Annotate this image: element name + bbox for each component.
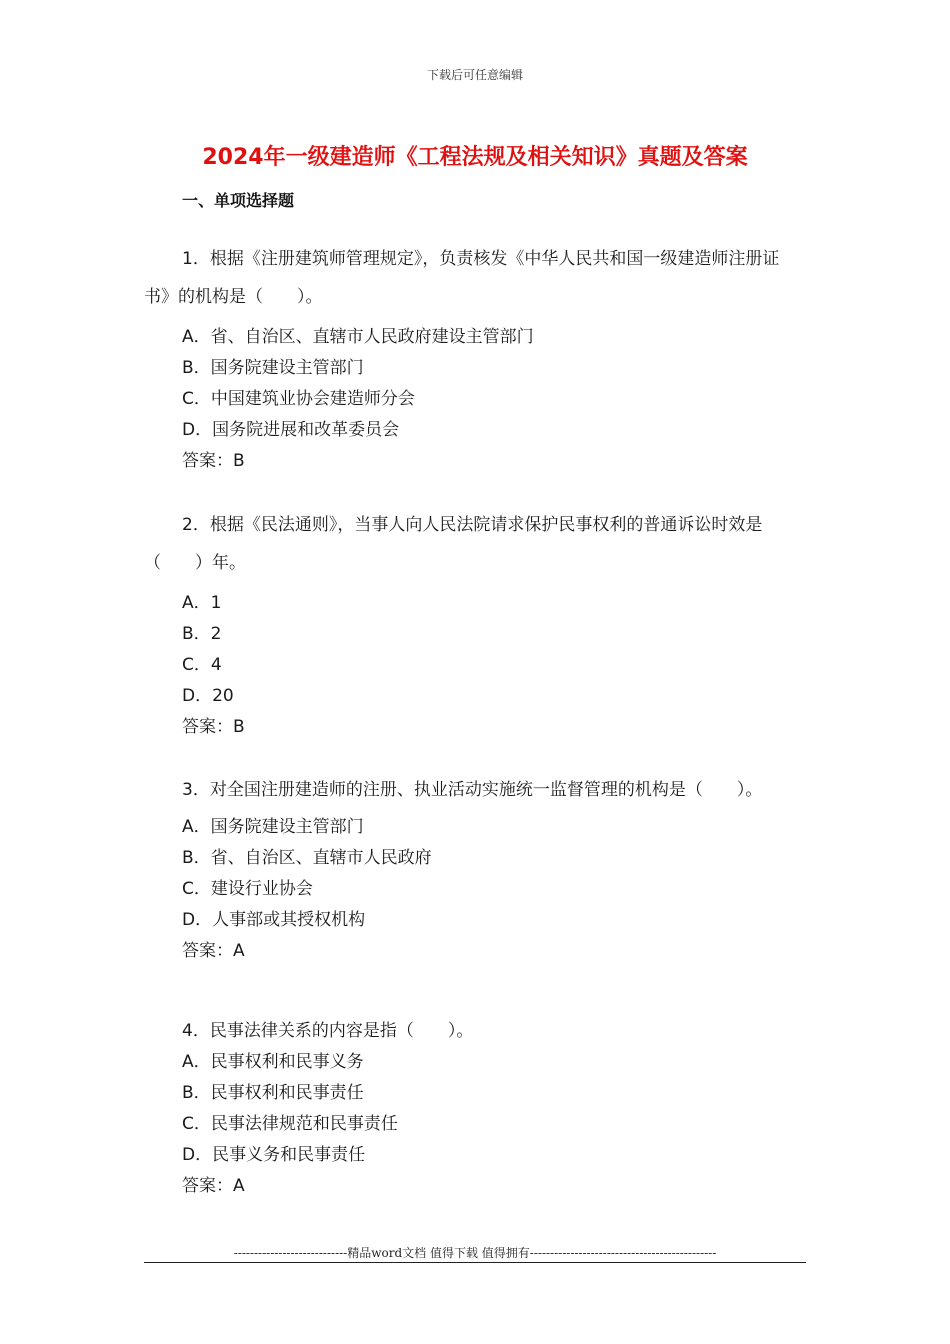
question-stem: 3．对全国注册建造师的注册、执业活动实施统一监督管理的机构是（ ）。 bbox=[182, 780, 763, 800]
answer: 答案：A bbox=[182, 941, 245, 961]
page-footer: ----------------------------精品word文档 值得下载 值得拥有---------------------------------------------- bbox=[233, 1246, 717, 1260]
option-d: D．20 bbox=[182, 686, 234, 706]
question-4 bbox=[144, 1016, 804, 1202]
option-c: C．4 bbox=[182, 655, 222, 675]
option-d: D．国务院进展和改革委员会 bbox=[182, 420, 400, 440]
option-b: B．省、自治区、直辖市人民政府 bbox=[182, 848, 432, 868]
page-header: 下载后可任意编辑 bbox=[426, 68, 523, 82]
option-c: C．民事法律规范和民事责任 bbox=[182, 1114, 398, 1134]
option-b: B．民事权利和民事责任 bbox=[182, 1083, 364, 1103]
option-c: C．建设行业协会 bbox=[182, 879, 313, 899]
question-stem: 1．根据《注册建筑师管理规定》，负责核发《中华人民共和国一级建造师注册证书》的机构是（ ）。 bbox=[144, 249, 780, 307]
option-b: B．2 bbox=[182, 624, 222, 644]
option-a: A．省、自治区、直辖市人民政府建设主管部门 bbox=[182, 327, 534, 347]
question-2 bbox=[144, 506, 804, 743]
question-3 bbox=[144, 780, 804, 967]
option-a: A．1 bbox=[182, 593, 222, 613]
question-stem: 4．民事法律关系的内容是指（ ）。 bbox=[182, 1021, 474, 1041]
option-d: D．民事义务和民事责任 bbox=[182, 1145, 366, 1165]
option-d: D．人事部或其授权机构 bbox=[182, 910, 366, 930]
footer-divider bbox=[144, 1262, 806, 1263]
option-c: C．中国建筑业协会建造师分会 bbox=[182, 389, 415, 409]
option-a: A．国务院建设主管部门 bbox=[182, 817, 364, 837]
option-a: A．民事权利和民事义务 bbox=[182, 1052, 364, 1072]
question-1 bbox=[144, 240, 804, 477]
answer: 答案：B bbox=[182, 451, 245, 471]
section-heading: 一、单项选择题 bbox=[182, 191, 295, 210]
document-title: 2024年一级建造师《工程法规及相关知识》真题及答案 bbox=[202, 145, 748, 170]
answer: 答案：B bbox=[182, 717, 245, 737]
question-stem: 2．根据《民法通则》，当事人向人民法院请求保护民事权利的普通诉讼时效是（ ）年。 bbox=[144, 515, 763, 573]
answer: 答案：A bbox=[182, 1176, 245, 1196]
option-b: B．国务院建设主管部门 bbox=[182, 358, 364, 378]
